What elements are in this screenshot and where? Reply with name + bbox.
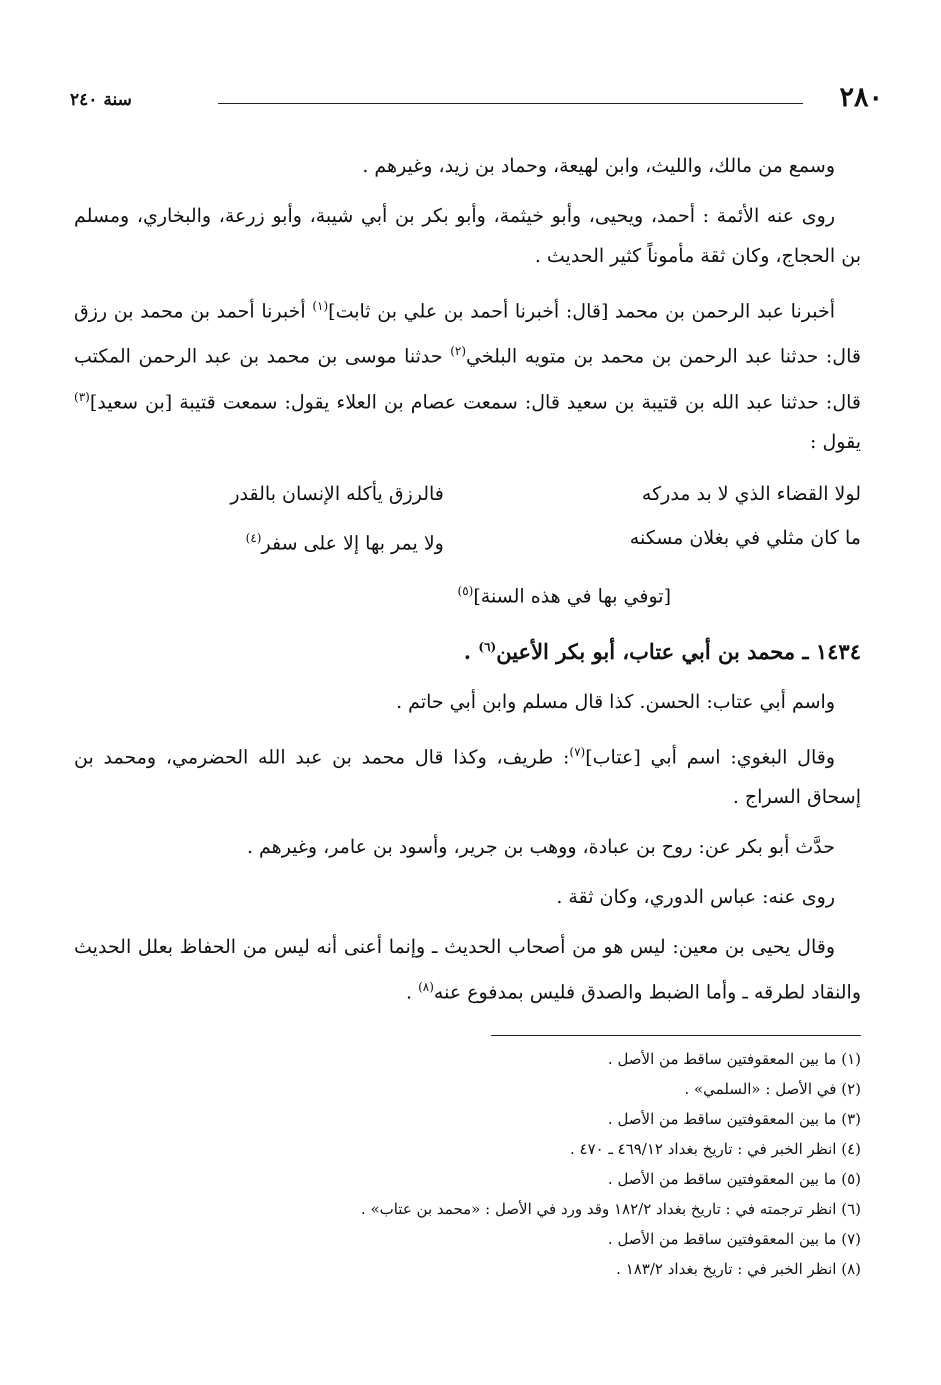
paragraph: وقال يحيى بن معين: ليس هو من أصحاب الحديث ـ وإنما أعنى أنه ليس من الحفاظ بعلل الحديث والنقاد لطرقه ـ وأما الضبط والصدق فليس بمدفوع عنه$^{(٨)}$ . <box>74 935 861 1004</box>
footnote-ref[interactable]: (٤) <box>245 530 262 545</box>
paragraph: واسم أبي عتاب: الحسن. كذا قال مسلم وابن أبي حاتم . <box>396 690 835 713</box>
verse-second-hemistich: ولا يمر بها إلا على سفر$^{(٤)}$ <box>245 530 444 555</box>
footnote: (٢) في الأصل : «السلمي» . <box>684 1080 861 1098</box>
verse <box>74 516 861 565</box>
verse-second-hemistich: فالرزق يأكله الإنسان بالقدر <box>230 482 444 505</box>
footnote-rule <box>491 1035 861 1036</box>
paragraph: وقال البغوي: اسم أبي [عتاب]$^{(٧)}$: طريف، وكذا قال محمد بن عبد الله الحضرمي، ومحمد بن إسحاق السراج . <box>74 744 861 808</box>
page-number: ٢٨٠ <box>839 82 883 113</box>
paragraph-isnad: أخبرنا عبد الرحمن بن محمد [قال: أخبرنا أحمد بن علي بن ثابت]$^{(١)}$ أخبرنا أحمد بن محمد بن رزق قال: حدثنا عبد الرحمن بن محمد بن متويه البلخي$^{(٢)}$ حدثنا موسى بن محمد بن عبد الرحمن المكتب قال: حدثنا عبد الله بن قتيبة بن سعيد قال: سمعت عصام بن العلاء يقول: سمعت قتيبة [بن سعيد]$^{(٣)}$ يقول : <box>74 299 861 453</box>
verse <box>74 472 861 516</box>
footnotes <box>300 1044 861 1284</box>
poem <box>74 472 861 565</box>
footnote: (٥) ما بين المعقوفتين ساقط من الأصل . <box>607 1170 861 1188</box>
main-text <box>74 146 861 1022</box>
footnote: (١) ما بين المعقوفتين ساقط من الأصل . <box>607 1050 861 1068</box>
entry-title: ١٤٣٤ ـ محمد بن أبي عتاب، أبو بكر الأعين$^{(٦)}$ . <box>463 638 861 664</box>
paragraph: روى عنه: عباس الدوري، وكان ثقة . <box>556 885 835 908</box>
footnote-ref[interactable]: (١) <box>312 299 329 313</box>
header-rule <box>218 103 803 104</box>
footnote: (٣) ما بين المعقوفتين ساقط من الأصل . <box>607 1110 861 1128</box>
paragraph: حدَّث أبو بكر عن: روح بن عبادة، ووهب بن جرير، وأسود بن عامر، وغيرهم . <box>246 835 835 858</box>
footnote: (٦) انظر ترجمته في : تاريخ بغداد ١٨٢/٢ وقد ورد في الأصل : «محمد بن عتاب» . <box>360 1200 861 1218</box>
page-header <box>70 82 883 118</box>
paragraph: وسمع من مالك، والليث، وابن لهيعة، وحماد بن زيد، وغيرهم . <box>362 155 835 177</box>
footnote-ref[interactable]: (٥) <box>457 584 474 599</box>
running-head: سنة ٢٤٠ <box>70 90 132 110</box>
verse-first-hemistich: لولا القضاء الذي لا بد مدركه <box>641 482 861 505</box>
footnote-ref[interactable]: (٢) <box>450 344 467 359</box>
death-note: [توفي بها في هذه السنة]$^{(٥)}$ <box>457 584 671 608</box>
footnote-ref[interactable]: (٧) <box>569 744 586 759</box>
paragraph: روى عنه الأئمة : أحمد، ويحيى، وأبو خيثمة، وأبو بكر بن أبي شيبة، وأبو زرعة، والبخاري، ومسلم بن الحجاج، وكان ثقة مأموناً كثير الحديث . <box>74 205 861 267</box>
footnote: (٤) انظر الخبر في : تاريخ بغداد ٤٦٩/١٢ ـ ٤٧٠ . <box>569 1140 861 1158</box>
verse-first-hemistich: ما كان مثلي في بغلان مسكنه <box>629 526 861 549</box>
footnote-ref[interactable]: (٣) <box>74 389 90 404</box>
footnote: (٧) ما بين المعقوفتين ساقط من الأصل . <box>607 1230 861 1248</box>
footnote-ref[interactable]: (٦) <box>478 639 497 654</box>
footnote: (٨) انظر الخبر في : تاريخ بغداد ١٨٣/٢ . <box>616 1260 861 1278</box>
footnote-ref[interactable]: (٨) <box>418 979 434 994</box>
